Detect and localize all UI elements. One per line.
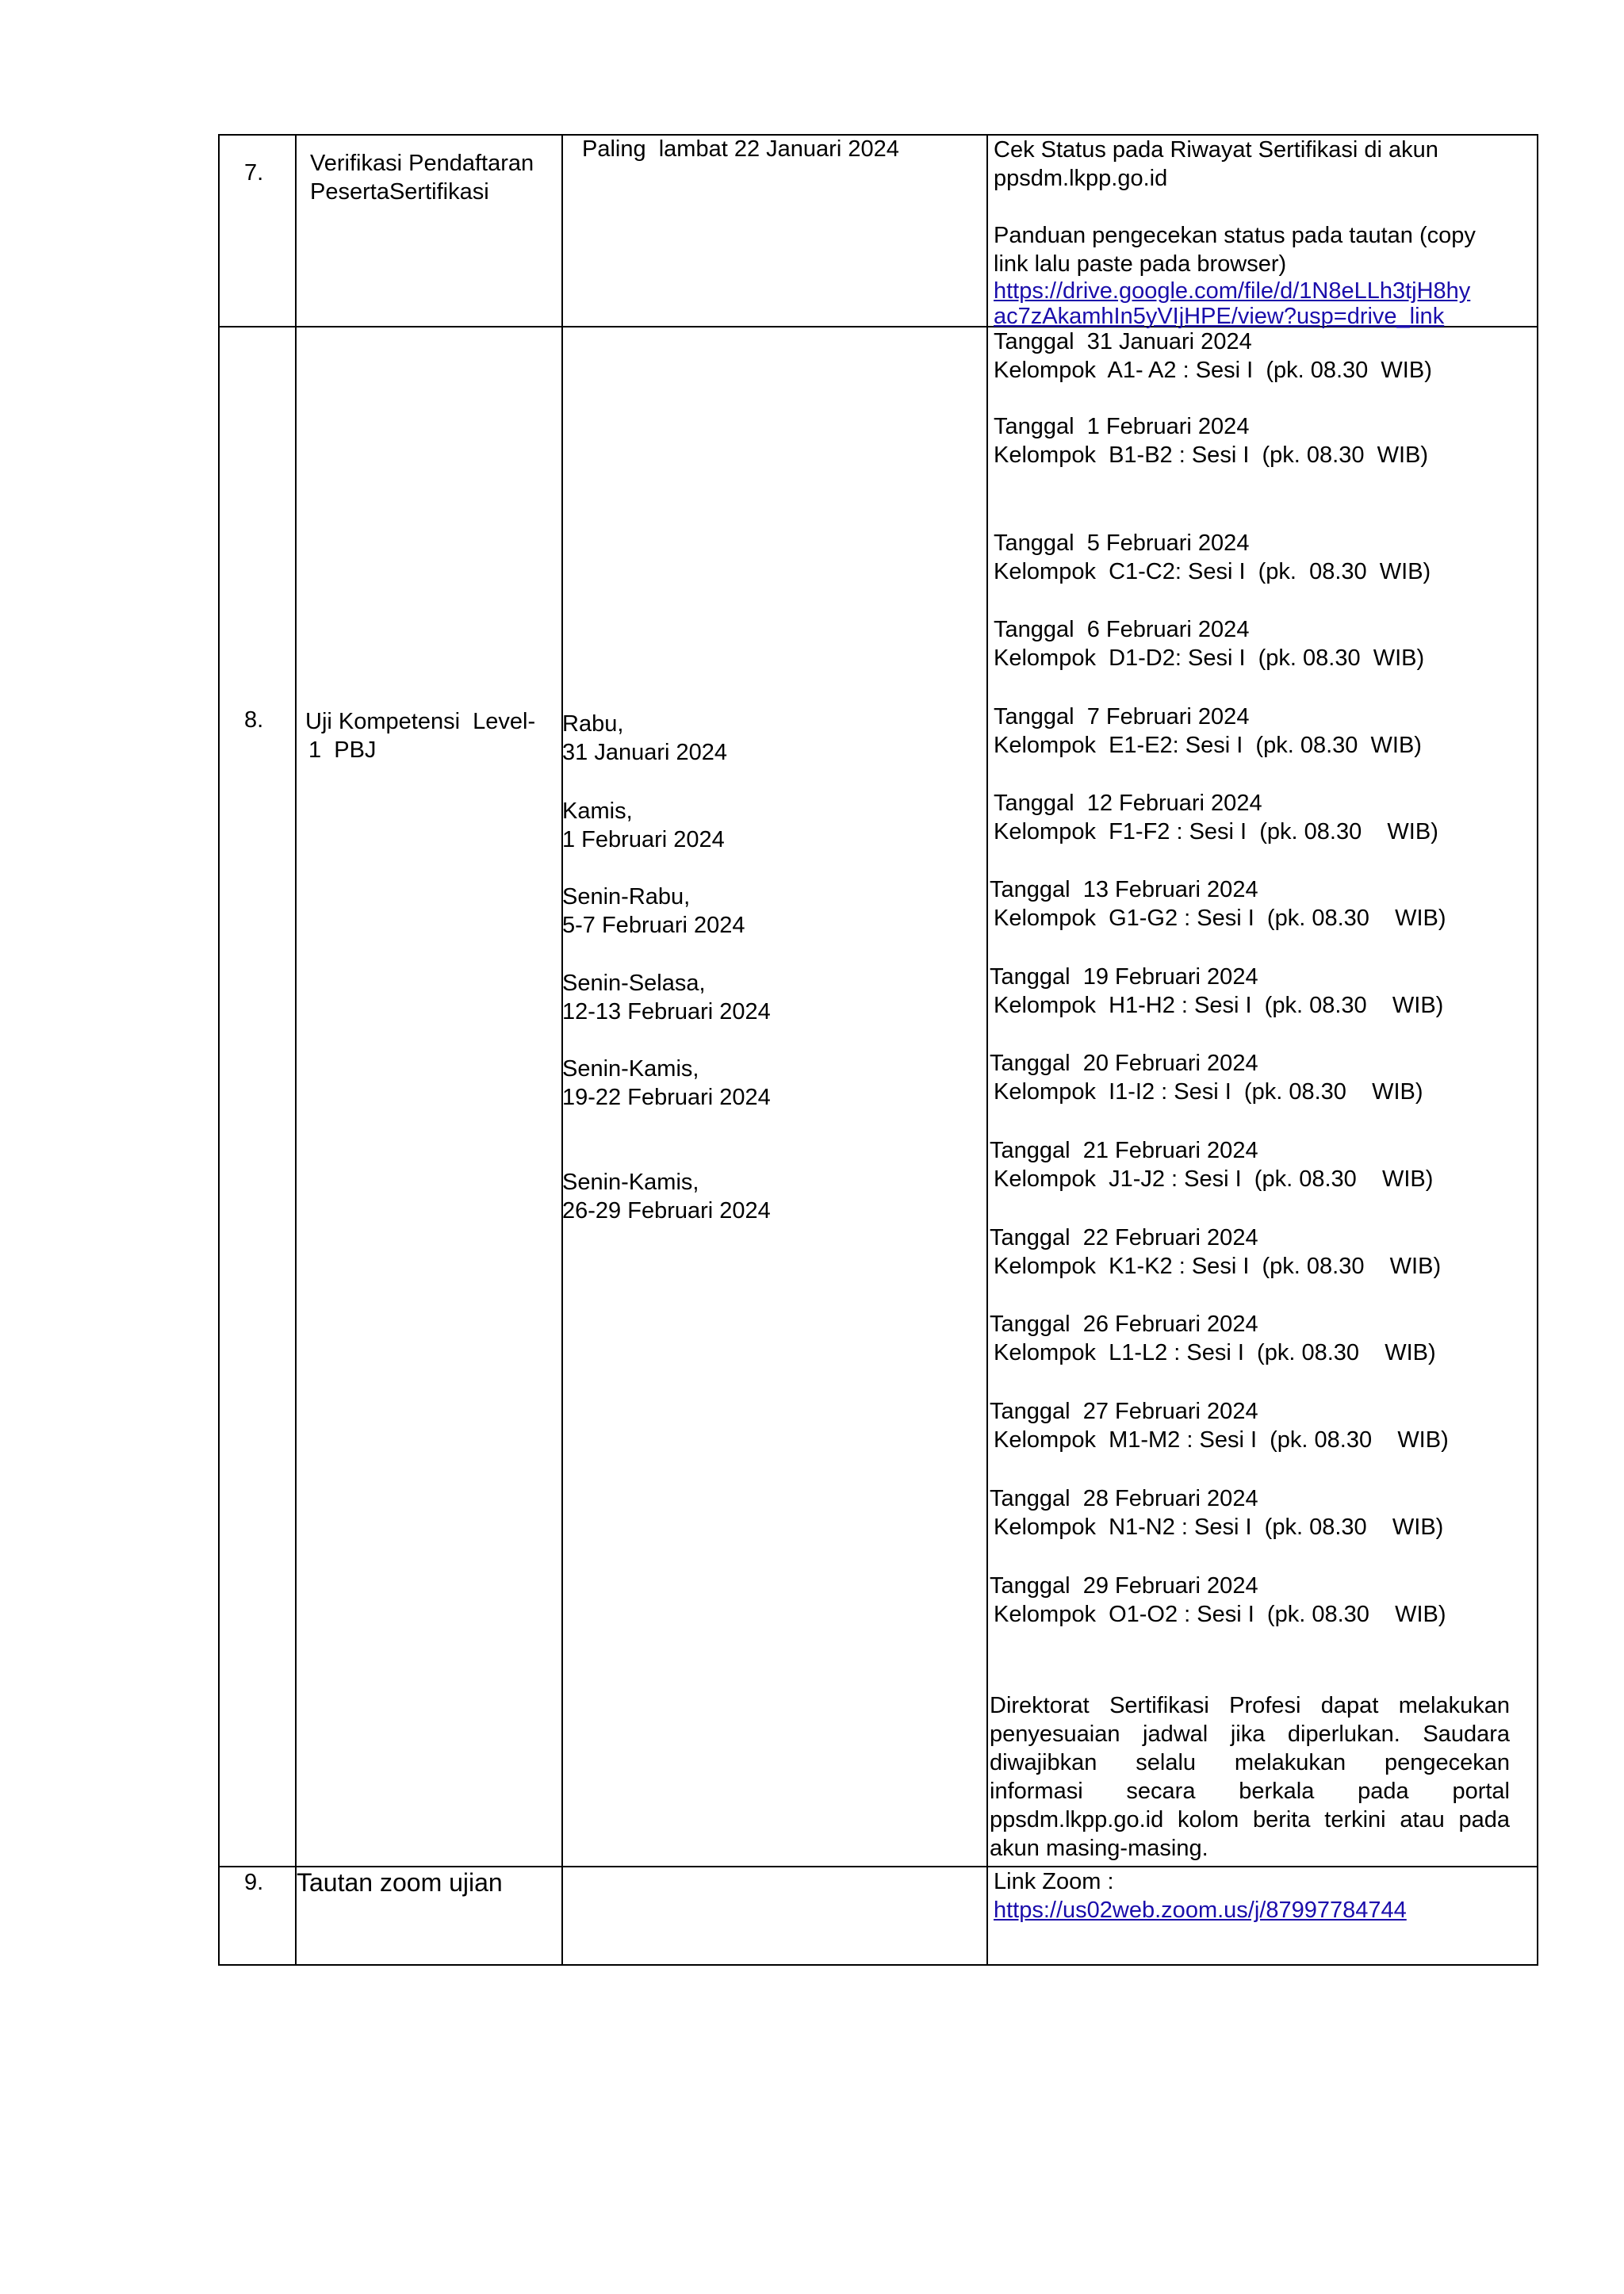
session-11 — [990, 1224, 1441, 1281]
row-7-activity — [310, 149, 534, 206]
row-9-link-label: Link Zoom : — [994, 1869, 1114, 1894]
session-group: Kelompok K1-K2 : Sesi I (pk. 08.30 WIB) — [994, 1254, 1442, 1279]
column-divider-1 — [295, 134, 297, 1966]
table-left-border — [218, 134, 220, 1966]
session-date: Tanggal 26 Februari 2024 — [990, 1312, 1258, 1337]
row-8-day-2 — [562, 797, 725, 854]
session-date: Tanggal 13 Februari 2024 — [990, 877, 1258, 902]
session-3 — [994, 529, 1431, 586]
day-date: 26-29 Februari 2024 — [562, 1198, 771, 1224]
session-date: Tanggal 28 Februari 2024 — [990, 1486, 1258, 1511]
session-8 — [990, 963, 1443, 1020]
session-group: Kelompok N1-N2 : Sesi I (pk. 08.30 WIB) — [994, 1515, 1444, 1540]
column-divider-3 — [986, 134, 988, 1966]
row-8-number: 8. — [244, 707, 264, 733]
row-8-day-1 — [562, 710, 727, 767]
table-right-border — [1537, 134, 1538, 1966]
day-date: 1 Februari 2024 — [562, 827, 725, 852]
row-7-info-line-2: ppsdm.lkpp.go.id — [994, 166, 1168, 191]
row-9-number: 9. — [244, 1870, 264, 1895]
day-label: Senin-Kamis, — [562, 1056, 699, 1082]
session-15 — [990, 1572, 1446, 1629]
row-7-drive-link-line-1[interactable]: https://drive.google.com/file/d/1N8eLLh3tjH8hy — [994, 278, 1471, 304]
session-date: Tanggal 1 Februari 2024 — [994, 414, 1250, 439]
row-7-guide-line-1: Panduan pengecekan status pada tautan (copy — [994, 223, 1476, 248]
session-group: Kelompok C1-C2: Sesi I (pk. 08.30 WIB) — [994, 559, 1431, 584]
day-label: Senin-Kamis, — [562, 1170, 699, 1195]
session-date: Tanggal 12 Februari 2024 — [994, 791, 1262, 816]
session-date: Tanggal 21 Februari 2024 — [990, 1138, 1258, 1163]
session-12 — [990, 1310, 1436, 1367]
session-group: Kelompok J1-J2 : Sesi I (pk. 08.30 WIB) — [994, 1166, 1434, 1192]
session-group: Kelompok F1-F2 : Sesi I (pk. 08.30 WIB) — [994, 819, 1438, 844]
session-date: Tanggal 20 Februari 2024 — [990, 1051, 1258, 1076]
day-date: 31 Januari 2024 — [562, 740, 727, 765]
row-7-activity-line-1: Verifikasi Pendaftaran — [310, 151, 534, 176]
day-date: 19-22 Februari 2024 — [562, 1085, 771, 1110]
row-7-guide-line-2: link lalu paste pada browser) — [994, 251, 1287, 277]
day-label: Kamis, — [562, 798, 633, 824]
row-9-activity: Tautan zoom ujian — [297, 1868, 503, 1897]
row-8-activity — [305, 707, 535, 764]
session-date: Tanggal 31 Januari 2024 — [994, 329, 1252, 354]
session-4 — [994, 615, 1424, 672]
session-5 — [994, 703, 1422, 760]
row-8-activity-line-1: Uji Kompetensi Level- — [305, 709, 536, 734]
row-7-drive-link-line-2[interactable]: ac7zAkamhIn5yVIjHPE/view?usp=drive_link — [994, 304, 1445, 329]
session-date: Tanggal 22 Februari 2024 — [990, 1225, 1258, 1250]
session-7 — [990, 875, 1446, 933]
session-group: Kelompok A1- A2 : Sesi I (pk. 08.30 WIB) — [994, 358, 1432, 383]
session-date: Tanggal 5 Februari 2024 — [994, 530, 1250, 556]
session-group: Kelompok L1-L2 : Sesi I (pk. 08.30 WIB) — [994, 1340, 1436, 1365]
day-date: 5-7 Februari 2024 — [562, 913, 745, 938]
session-14 — [990, 1484, 1443, 1541]
row-7-time: Paling lambat 22 Januari 2024 — [582, 136, 899, 162]
session-date: Tanggal 7 Februari 2024 — [994, 704, 1250, 730]
session-group: Kelompok M1-M2 : Sesi I (pk. 08.30 WIB) — [994, 1427, 1449, 1453]
session-6 — [994, 789, 1438, 846]
session-date: Tanggal 29 Februari 2024 — [990, 1573, 1258, 1599]
row-8-day-4 — [562, 969, 771, 1026]
session-group: Kelompok O1-O2 : Sesi I (pk. 08.30 WIB) — [994, 1602, 1446, 1627]
session-10 — [990, 1136, 1433, 1193]
row-7-info — [994, 136, 1476, 329]
session-group: Kelompok B1-B2 : Sesi I (pk. 08.30 WIB) — [994, 442, 1428, 468]
row-7-activity-line-2: PesertaSertifikasi — [310, 179, 489, 205]
session-group: Kelompok G1-G2 : Sesi I (pk. 08.30 WIB) — [994, 906, 1446, 931]
session-date: Tanggal 19 Februari 2024 — [990, 964, 1258, 990]
session-group: Kelompok I1-I2 : Sesi I (pk. 08.30 WIB) — [994, 1079, 1423, 1105]
session-group: Kelompok E1-E2: Sesi I (pk. 08.30 WIB) — [994, 733, 1422, 758]
row-8-bottom-border — [218, 1866, 1538, 1867]
row-8-day-5 — [562, 1055, 771, 1112]
row-8-schedule-note: Direktorat Sertifikasi Profesi dapat melakukan penyesuaian jadwal jika diperlukan. Saudara diwajibkan selalu melakukan pengecekan informasi secara berkala pada portal ppsdm.lkpp.go.id kolom berita terkini atau pada akun masing-masing. — [990, 1693, 1510, 1861]
day-date: 12-13 Februari 2024 — [562, 999, 771, 1024]
row-8-day-6 — [562, 1168, 771, 1225]
row-8-activity-line-2: 1 PBJ — [308, 737, 377, 763]
row-8-day-3 — [562, 883, 745, 940]
row-9-zoom-link[interactable]: https://us02web.zoom.us/j/87997784744 — [994, 1898, 1407, 1923]
session-1 — [994, 327, 1432, 385]
session-9 — [990, 1049, 1423, 1106]
session-2 — [994, 412, 1428, 469]
session-group: Kelompok D1-D2: Sesi I (pk. 08.30 WIB) — [994, 645, 1425, 671]
session-date: Tanggal 27 Februari 2024 — [990, 1399, 1258, 1424]
day-label: Senin-Selasa, — [562, 971, 706, 996]
table-bottom-border — [218, 1964, 1538, 1966]
day-label: Senin-Rabu, — [562, 884, 691, 910]
day-label: Rabu, — [562, 711, 624, 737]
row-7-info-line-1: Cek Status pada Riwayat Sertifikasi di akun — [994, 137, 1438, 163]
session-13 — [990, 1397, 1449, 1454]
session-group: Kelompok H1-H2 : Sesi I (pk. 08.30 WIB) — [994, 993, 1444, 1018]
column-divider-2 — [561, 134, 563, 1966]
session-date: Tanggal 6 Februari 2024 — [994, 617, 1250, 642]
row-7-number: 7. — [244, 160, 264, 186]
